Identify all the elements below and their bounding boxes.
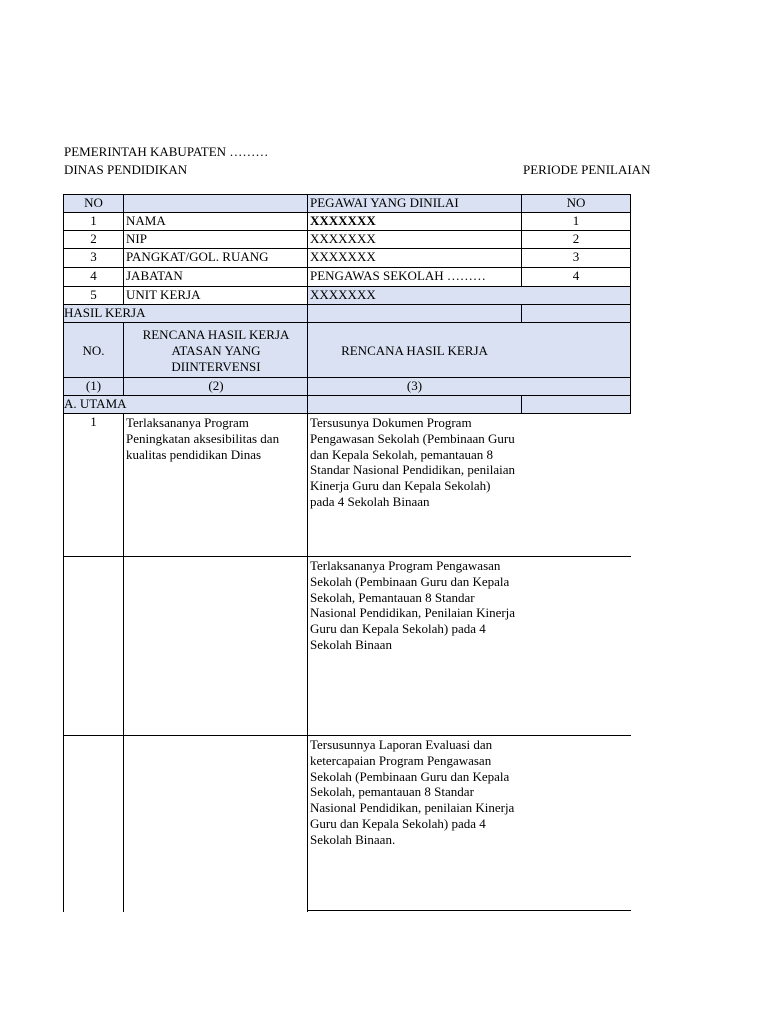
grid-line — [63, 267, 631, 268]
head-pegawai: PEGAWAI YANG DINILAI — [310, 195, 459, 210]
grid-line — [63, 322, 631, 323]
row-label: PANGKAT/GOL. RUANG — [126, 249, 269, 264]
row-value-nama: XXXXXXX — [310, 213, 376, 228]
grid-line — [63, 286, 631, 287]
col-header-atasan: RENCANA HASIL KERJA ATASAN YANG DIINTERVENSI — [142, 326, 290, 374]
row-no: 5 — [90, 287, 97, 302]
row-no-right: 2 — [572, 231, 580, 246]
head-no-right: NO — [566, 195, 586, 210]
grid-line — [63, 413, 631, 414]
section-utama: A. UTAMA — [64, 396, 127, 411]
row-no: 1 — [90, 213, 97, 228]
col-header-no: NO. — [82, 342, 105, 358]
grid-line — [63, 395, 631, 396]
grid-line — [630, 194, 631, 414]
row-no-right: 1 — [572, 213, 580, 228]
grid-line — [521, 304, 522, 323]
grid-line — [63, 194, 64, 912]
col-header-rencana: RENCANA HASIL KERJA — [341, 342, 488, 358]
grid-line — [123, 194, 124, 305]
entry-rencana-text: Tersusunnya Laporan Evaluasi dan ketercapaian Program Pengawasan Sekolah (Pembinaan Guru dan Kepala Sekolah, pemantauan 8 Standar Nasional Pendidikan, penilaian Kinerja Guru dan Kepala Sekolah) pada 4 Sekolah Binaan. — [310, 737, 515, 847]
grid-line — [63, 304, 631, 305]
row-no-right: 4 — [572, 268, 580, 283]
grid-line — [307, 194, 308, 912]
grid-line — [63, 556, 631, 557]
grid-line — [63, 377, 631, 378]
grid-line — [63, 194, 631, 195]
grid-line — [308, 910, 631, 911]
header-agency: DINAS PENDIDIKAN — [64, 162, 188, 177]
col-number: (3) — [406, 378, 423, 393]
row-no: 2 — [90, 231, 97, 246]
grid-line — [123, 322, 124, 396]
entry-rencana-text: Tersusunya Dokumen Program Pengawasan Sekolah (Pembinaan Guru dan Kepala Sekolah, pemantauan 8 Standar Nasional Pendidikan, penilaian Kinerja Guru dan Kepala Sekolah) pada 4 Sekolah Binaan — [310, 415, 516, 509]
row-no-right: 3 — [572, 249, 580, 264]
grid-line — [521, 395, 522, 414]
section-hasil-kerja: HASIL KERJA — [64, 305, 146, 320]
row-label: NAMA — [126, 213, 166, 228]
row-no: 3 — [90, 249, 97, 264]
row-label: NIP — [126, 231, 147, 246]
row-value: XXXXXXX — [310, 231, 376, 246]
header-government: PEMERINTAH KABUPATEN ……… — [64, 144, 269, 159]
row-value: PENGAWAS SEKOLAH ……… — [310, 268, 486, 283]
row-value: XXXXXXX — [310, 249, 376, 264]
grid-line — [63, 248, 631, 249]
entry-atasan-text: Terlaksananya Program Peningkatan aksesibilitas dan kualitas pendidikan Dinas — [126, 415, 280, 462]
row-label: JABATAN — [126, 268, 183, 283]
entry-rencana-text: Terlaksananya Program Pengawasan Sekolah (Pembinaan Guru dan Kepala Sekolah, Pemantauan 8 Standar Nasional Pendidikan, Penilaian Kinerja Guru dan Kepala Sekolah) pada 4 Sekolah Binaan — [310, 558, 516, 652]
grid-line — [123, 413, 124, 912]
row-label: UNIT KERJA — [126, 287, 201, 302]
col-number: (1) — [85, 378, 102, 393]
grid-line — [63, 212, 631, 213]
grid-line — [63, 230, 631, 231]
grid-line — [63, 735, 631, 736]
grid-line — [521, 194, 522, 287]
row-no: 4 — [90, 268, 97, 283]
row-value: XXXXXXX — [310, 287, 376, 302]
header-periode: PERIODE PENILAIAN — [523, 162, 651, 177]
head-no: NO — [84, 195, 103, 210]
col-number: (2) — [208, 378, 224, 393]
entry-no: 1 — [90, 414, 97, 429]
